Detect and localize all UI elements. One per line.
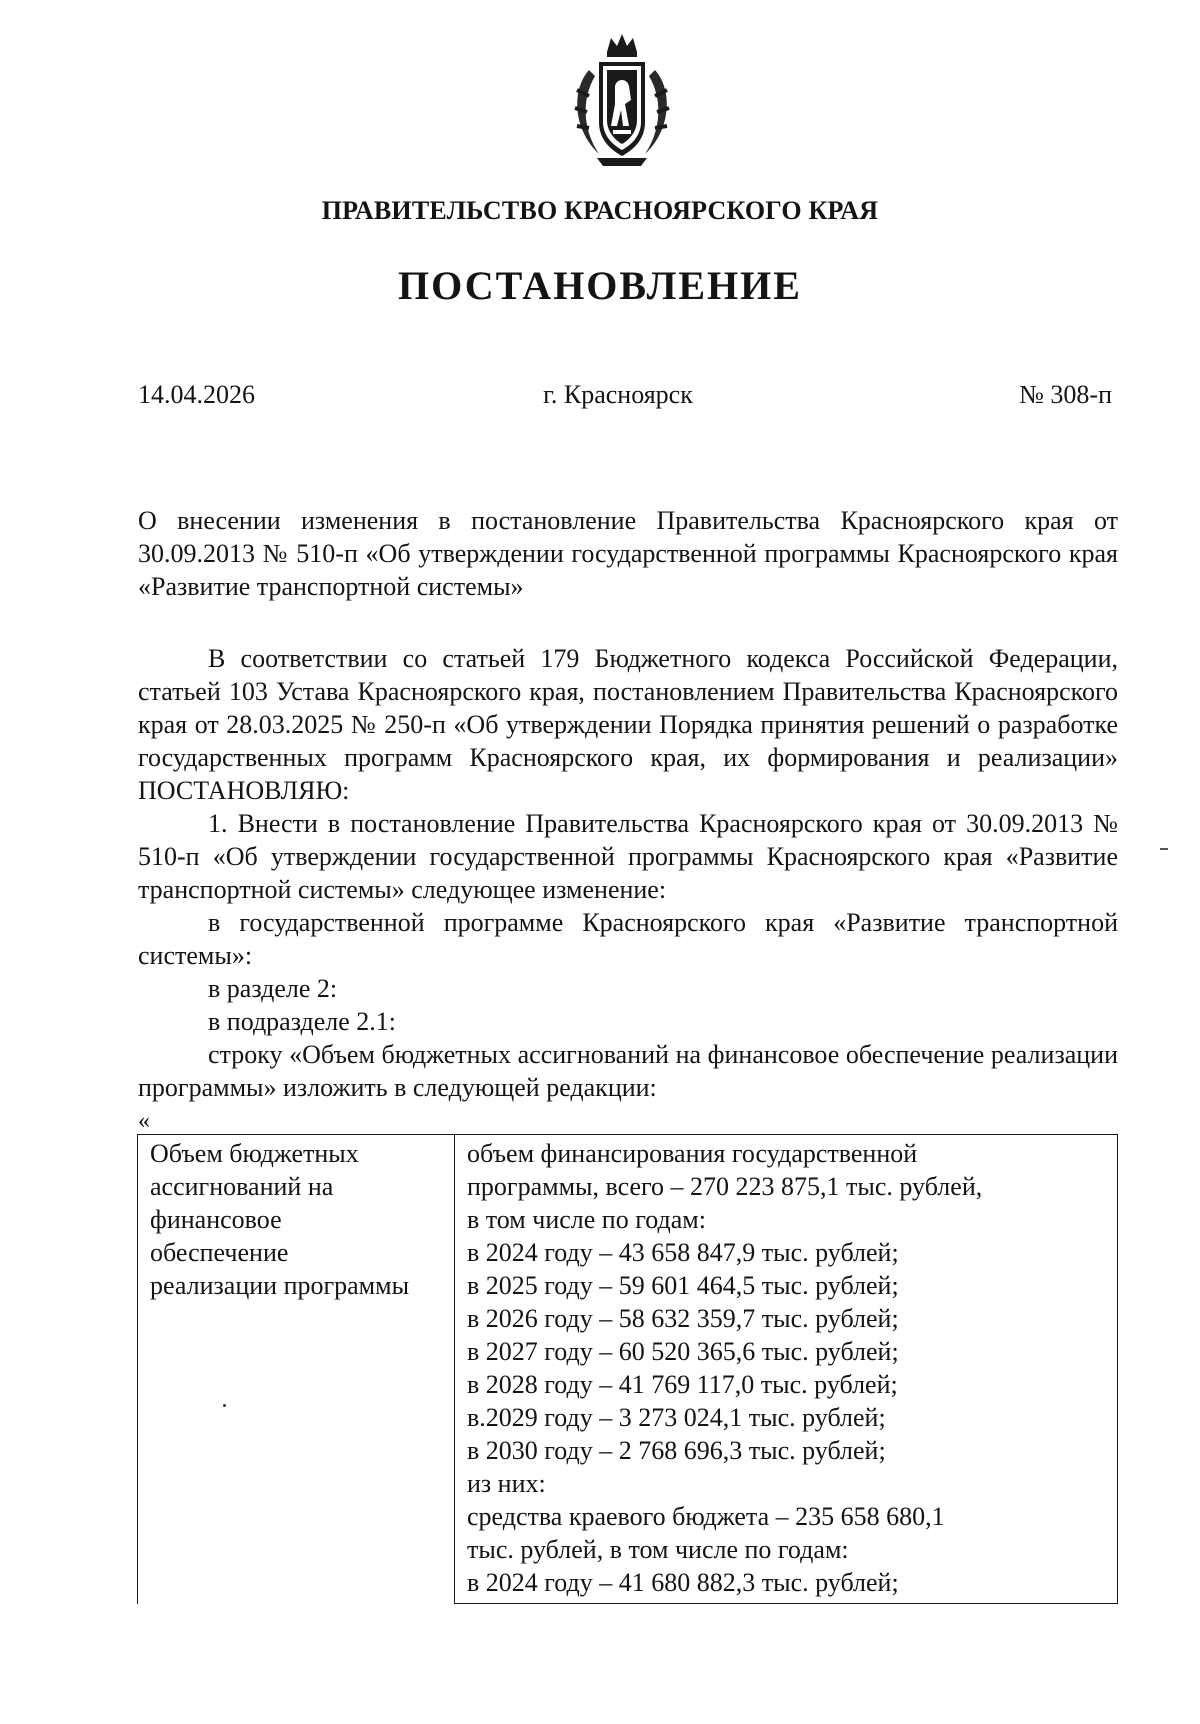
section-paragraph: в разделе 2: [208, 974, 338, 1003]
margin-mark [1160, 848, 1168, 850]
document-subject: О внесении изменения в постановление Правительства Красноярского края от 30.09.2013 № 510-п «Об утверждении государственной программы Красноярского края «Развитие транспортной системы» [138, 506, 1118, 601]
value-line: в 2025 году – 59 601 464,5 тыс. рублей; [467, 1271, 899, 1300]
value-line: в том числе по годам: [467, 1205, 706, 1234]
label-line: Объем бюджетных [150, 1139, 359, 1168]
opening-quote: « [138, 1108, 150, 1134]
value-line: в 2026 году – 58 632 359,7 тыс. рублей; [467, 1304, 899, 1333]
preamble-paragraph: В соответствии со статьей 179 Бюджетного кодекса Российской Федерации, статьей 103 Устава Красноярского края, постановлением Правительства Красноярского края от 28.03.2025 № 250-п «Об утверждении Порядка принятия решений о разработке государственных программ Красноярского края, их формирования и реализации» ПОСТАНОВЛЯЮ: [138, 644, 1118, 805]
coat-of-arms-icon [563, 30, 681, 170]
instruction-paragraph: строку «Объем бюджетных ассигнований на финансовое обеспечение реализации программы» изложить в следующей редакции: [138, 1040, 1118, 1102]
label-line: обеспечение [150, 1238, 289, 1267]
value-line: в 2028 году – 41 769 117,0 тыс. рублей; [467, 1370, 898, 1399]
subsection-paragraph: в подразделе 2.1: [208, 1007, 397, 1036]
value-line: программы, всего – 270 223 875,1 тыс. рублей, [467, 1172, 983, 1201]
document-city: г. Красноярск [543, 380, 693, 409]
value-line: в 2027 году – 60 520 365,6 тыс. рублей; [467, 1337, 899, 1366]
program-paragraph: в государственной программе Красноярского края «Развитие транспортной системы»: [138, 908, 1118, 970]
organization-title: ПРАВИТЕЛЬСТВО КРАСНОЯРСКОГО КРАЯ [321, 196, 879, 225]
value-line: в 2024 году – 41 680 882,3 тыс. рублей; [467, 1568, 899, 1597]
document-date: 14.04.2026 [138, 380, 255, 409]
value-line: в 2030 году – 2 768 696,3 тыс. рублей; [467, 1436, 886, 1465]
label-line: реализации программы [150, 1271, 410, 1300]
financing-table [137, 1134, 1118, 1604]
item-1-paragraph: 1. Внести в постановление Правительства Красноярского края от 30.09.2013 № 510-п «Об утверждении государственной программы Красноярского края «Развитие транспортной системы» следующее изменение: [138, 809, 1118, 904]
table-value-cell [455, 1135, 1118, 1604]
table-row [138, 1135, 1118, 1604]
value-line: средства краевого бюджета – 235 658 680,1 [467, 1502, 945, 1531]
value-line: объем финансирования государственной [467, 1139, 918, 1168]
document-type-title: ПОСТАНОВЛЕНИЕ [398, 263, 802, 308]
value-line: тыс. рублей, в том числе по годам: [467, 1535, 849, 1564]
scan-speck [223, 1404, 226, 1407]
value-line: в.2029 году – 3 273 024,1 тыс. рублей; [467, 1403, 886, 1432]
document-number: № 308-п [1019, 380, 1112, 409]
table-label-cell [138, 1135, 455, 1604]
value-line: из них: [467, 1469, 546, 1498]
label-line: ассигнований на [150, 1172, 334, 1201]
label-line: финансовое [150, 1205, 282, 1234]
value-line: в 2024 году – 43 658 847,9 тыс. рублей; [467, 1238, 899, 1267]
document-body [138, 642, 1118, 1104]
